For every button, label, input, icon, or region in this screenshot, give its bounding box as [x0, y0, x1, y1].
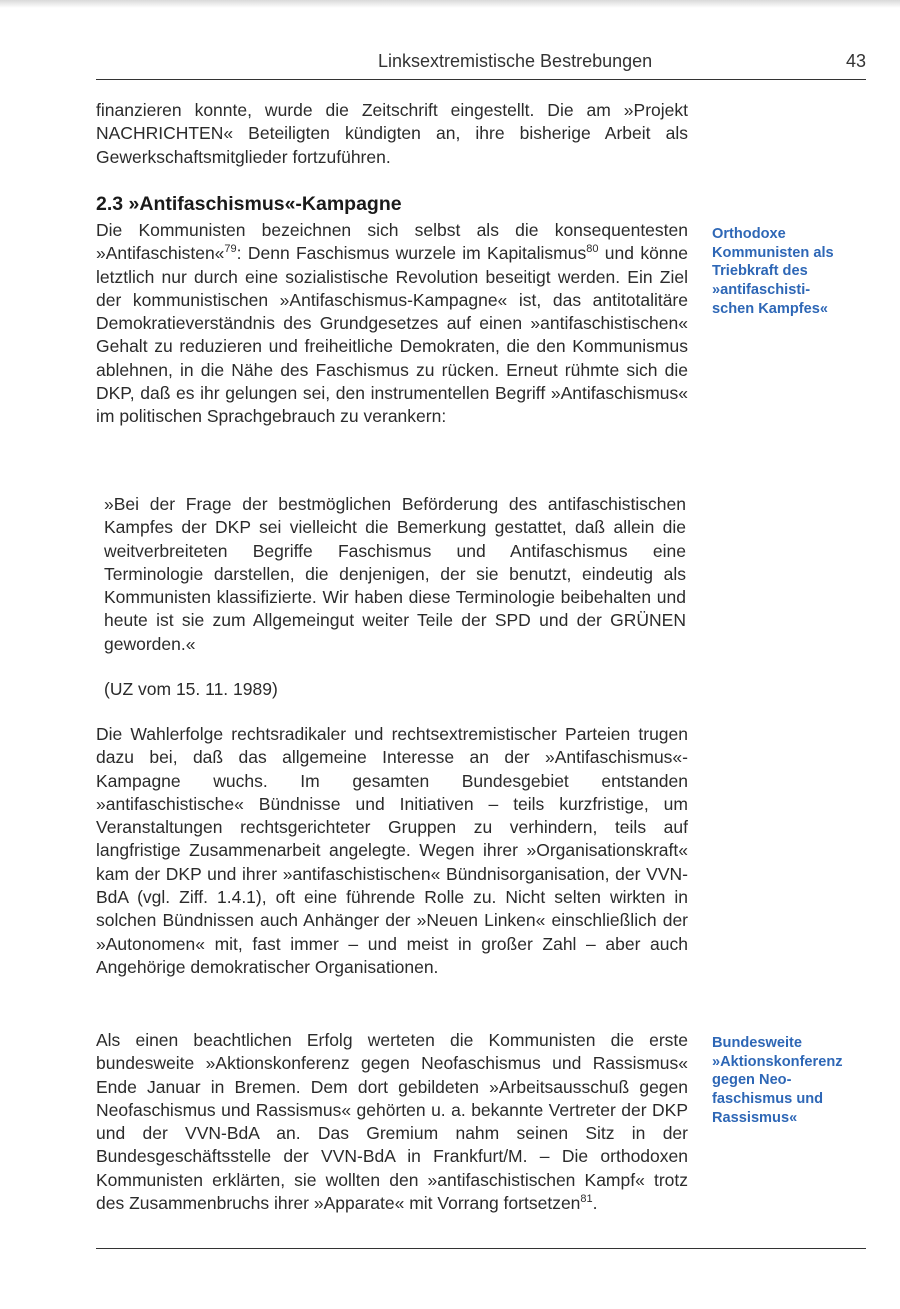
section-heading: 2.3 »Antifaschismus«-Kampagne [96, 193, 402, 215]
paragraph-antifaschisten [96, 219, 688, 429]
margin-note-line: schen Kampfes« [712, 300, 828, 317]
margin-note-line: »antifaschisti- [712, 282, 811, 299]
text-run: : Denn Faschismus wurzele im Kapitalismus [236, 243, 587, 264]
text-run: und könne letztlich nur durch eine sozialistische Revolution beseitigt werden. Ein Ziel der kommunistischen »Antifaschismus-Kampagne« ist, das antitotalitäre Demokratieverständnis des Grundgesetzes auf einen »antifaschistischen« Gehalt zu reduzieren und freiheitliche Demokraten, die den Kommunismus ablehnen, in die Nähe des Faschismus zu rücken. Erneut rühmte sich die DKP, daß es ihr gelungen sei, den instrumentellen Begriff »Antifaschismus« im politischen Sprachgebrauch zu verankern: [96, 243, 688, 427]
quote-source: (UZ vom 15. 11. 1989) [104, 679, 278, 699]
footnote-ref-79: 79 [224, 243, 237, 256]
block-quote: »Bei der Frage der bestmöglichen Beförderung des antifaschistischen Kampfes der DKP sei vielleicht die Bemerkung gestattet, daß allein die weitverbreiteten Begriffe Faschismus und Antifaschismus eine Terminologie darstellen, die denjenigen, der sie benutzt, eindeutig als Kommunisten klassifizierte. Wir haben diese Terminologie beibehalten und heute ist sie zum Allgemeingut weiter Teile der SPD und der GRÜNEN geworden.« [104, 494, 686, 654]
paragraph-wahlerfolge [96, 723, 688, 979]
margin-note-line: Triebkraft des [712, 263, 808, 280]
footnote-ref-81: 81 [580, 1193, 593, 1206]
margin-note-line: »Aktionskonferenz [712, 1053, 843, 1070]
paragraph-aktionskonferenz [96, 1029, 688, 1215]
text-run: Als einen beachtlichen Erfolg werteten die Kommunisten die erste bundesweite »Aktionskonferenz gegen Neofaschismus und Rassismus« Ende Januar in Bremen. Dem dort gebildeten »Arbeitsausschuß gegen Neofaschismus und Rassismus« gehörten u. a. bekannte Vertreter der DKP und der VVN-BdA an. Das Gremium nahm seinen Sitz in der Bundesgeschäftsstelle der VVN-BdA in Frankfurt/M. – Die orthodoxen Kommunisten erklärten, sie wollten den »antifaschistischen Kampf« trotz des Zusammenbruchs ihrer »Apparate« mit Vorrang fortsetzen [96, 1030, 688, 1214]
margin-note-line: Rassismus« [712, 1109, 798, 1126]
paragraph-text: Die Wahlerfolge rechtsradikaler und rechtsextremistischer Parteien trugen dazu bei, daß das allgemeine Interesse an der »Antifaschismus«-Kampagne wuchs. Im gesamten Bundesgebiet entstanden »antifaschistische« Bündnisse und Initiativen – teils kurzfristige, um Veranstaltungen rechtsgerichteter Gruppen zu verhindern, teils auf langfristige Zusammenarbeit angelegte. Wegen ihrer »Organisationskraft« kam der DKP und ihrer »antifaschistischen« Bündnisorganisation, der VVN-BdA (vgl. Ziff. 1.4.1), oft eine führende Rolle zu. Nicht selten wirkten in solchen Bündnissen auch Anhänger der »Neuen Linken« einschließlich der »Autonomen« mit, fast immer – und meist in großer Zahl – aber auch Angehörige demokratischer Organisationen. [96, 724, 688, 977]
margin-note-line: Kommunisten als [712, 244, 834, 261]
header-title: Linksextremistische Bestrebungen [378, 51, 653, 71]
text-run: . [592, 1193, 598, 1214]
margin-note-line: Bundesweite [712, 1035, 803, 1051]
footnote-ref-80: 80 [586, 243, 599, 256]
margin-note-aktionskonferenz [712, 1034, 882, 1128]
paragraph-continuation [96, 99, 688, 169]
text-run: Die Kommunisten bezeichnen sich selbst als die konsequentesten »Antifaschisten« [96, 220, 688, 264]
footer-rule [96, 1248, 866, 1249]
margin-note-line: gegen Neo- [712, 1072, 792, 1089]
margin-note-line: faschismus und [712, 1091, 824, 1108]
paragraph-text: finanzieren konnte, wurde die Zeitschrift eingestellt. Die am »Projekt NACHRICHTEN« Beteiligten kündigten an, ihre bisherige Arbeit als Gewerkschaftsmitglieder fortzuführen. [96, 100, 688, 167]
running-header [96, 51, 866, 80]
margin-note-orthodoxe-kommunisten [712, 225, 882, 319]
scan-top-shading [0, 0, 900, 8]
page-number: 43 [845, 51, 866, 71]
paragraph-text [96, 219, 688, 429]
paragraph-text [96, 1029, 688, 1215]
margin-note-line: Orthodoxe [712, 226, 786, 242]
